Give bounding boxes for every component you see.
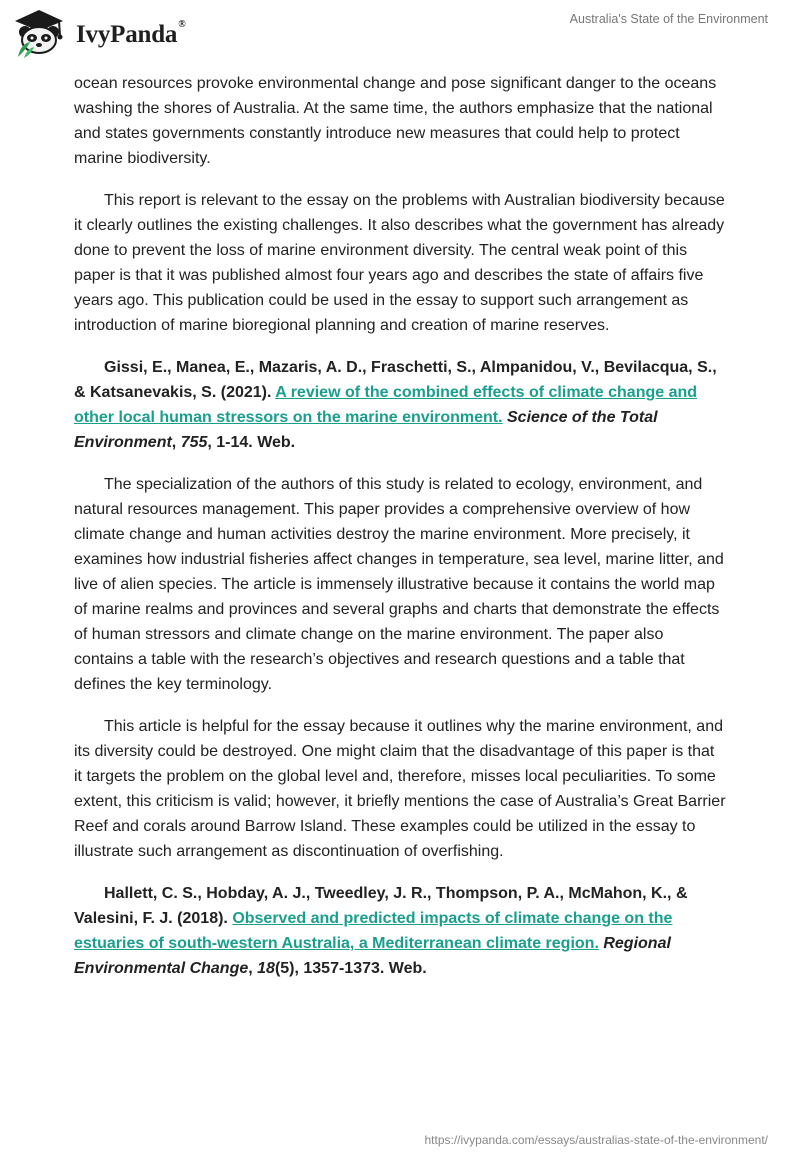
page-header [0, 0, 800, 70]
reference-pages: , 1-14. Web. [207, 434, 296, 451]
brand-name: IvyPanda® [76, 19, 186, 48]
document-title: Australia's State of the Environment [569, 12, 768, 26]
reference-separator: , [171, 434, 181, 451]
reference-volume: 18 [257, 960, 275, 977]
reference-volume: 755 [180, 434, 208, 451]
ivypanda-logo[interactable] [12, 7, 186, 59]
paragraph: This report is relevant to the essay on the problems with Australian biodiversity because it clearly outlines the existing challenges. It also describes what the government has already done to prevent the loss of marine environment diversity. The central weak point of this paper is that it was published almost four years ago and describes the state of affairs five years ago. This publication could be used in the essay to support such arrangement as introduction of marine bioregional planning and creation of marine reserves. [74, 192, 725, 334]
essay-content [74, 71, 726, 998]
paragraph: This article is helpful for the essay because it outlines why the marine environment, and its diversity could be destroyed. One might claim that the disadvantage of this paper is that it targets the problem on the global level and, therefore, misses local peculiarities. To some extent, this criticism is valid; however, it briefly mentions the case of Australia’s Great Barrier Reef and corals around Barrow Island. These examples could be utilized in the essay to illustrate such arrangement as discontinuation of overfishing. [74, 718, 726, 860]
footer-url[interactable]: https://ivypanda.com/essays/australias-state-of-the-environment/ [424, 1133, 768, 1147]
reference-journal: Science of the Total Environment [74, 409, 658, 451]
reference-authors: Hallett, C. S., Hobday, A. J., Tweedley, J. R., Thompson, P. A., McMahon, K., & Valesini, F. J. (2018). [74, 885, 688, 927]
reference-link[interactable]: Observed and predicted impacts of climate change on the estuaries of south-western Australia, a Mediterranean climate region. [74, 910, 673, 952]
reference-entry [74, 355, 726, 455]
reference-pages: (5), 1357-1373. Web. [274, 960, 427, 977]
reference-separator: , [248, 960, 258, 977]
reference-journal: Regional Environmental Change [74, 935, 671, 977]
reference-link[interactable]: A review of the combined effects of climate change and other local human stressors on the marine environment. [74, 384, 698, 426]
panda-graduation-icon [12, 7, 70, 59]
reference-entry [74, 881, 726, 981]
reference-authors: Gissi, E., Manea, E., Mazaris, A. D., Fraschetti, S., Almpanidou, V., Bevilacqua, S., & Katsanevakis, S. (2021). [74, 359, 717, 401]
paragraph: The specialization of the authors of this study is related to ecology, environment, and natural resources management. This paper provides a comprehensive overview of how climate change and human activities destroy the marine environment. More precisely, it examines how industrial fisheries affect changes in temperature, sea level, marine litter, and live of alien species. The article is immensely illustrative because it contains the world map of marine realms and provinces and several graphs and charts that demonstrate the effects of human stressors and climate change on the marine environment. The paper also contains a table with the research’s objectives and research questions and a table that defines the key terminology. [74, 476, 724, 693]
paragraph: ocean resources provoke environmental change and pose significant danger to the oceans washing the shores of Australia. At the same time, the authors emphasize that the national and states governments constantly introduce new measures that could help to protect marine biodiversity. [74, 75, 717, 167]
